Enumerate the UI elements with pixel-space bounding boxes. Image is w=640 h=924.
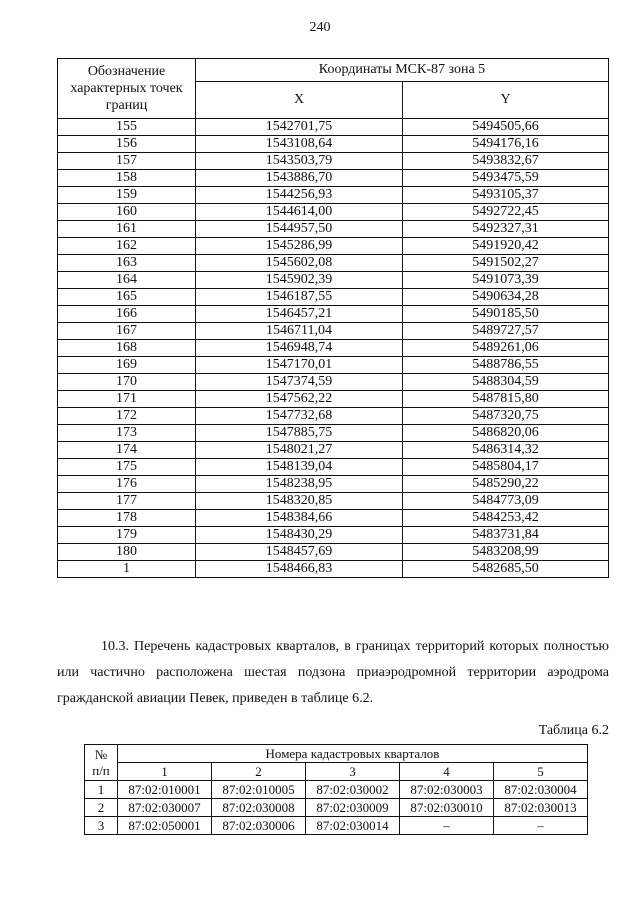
table-row — [58, 357, 609, 374]
point-cell: 178 — [58, 510, 196, 527]
point-cell: 158 — [58, 170, 196, 187]
column-number-row — [85, 763, 588, 781]
table-row — [58, 340, 609, 357]
header-cadastral-numbers: Номера кадастровых кварталов — [118, 745, 588, 763]
x-cell: 1546187,55 — [196, 289, 403, 306]
cadastral-number-cell: 87:02:030007 — [118, 799, 212, 817]
x-cell: 1547885,75 — [196, 425, 403, 442]
x-cell: 1543503,79 — [196, 153, 403, 170]
point-cell: 166 — [58, 306, 196, 323]
point-cell: 179 — [58, 527, 196, 544]
table-caption: Таблица 6.2 — [538, 723, 609, 738]
x-cell: 1545286,99 — [196, 238, 403, 255]
y-cell: 5494176,16 — [403, 136, 609, 153]
x-cell: 1542701,75 — [196, 119, 403, 136]
y-cell: 5488304,59 — [403, 374, 609, 391]
coordinates-table — [57, 58, 609, 578]
y-cell: 5494505,66 — [403, 119, 609, 136]
x-cell: 1546948,74 — [196, 340, 403, 357]
x-cell: 1544256,93 — [196, 187, 403, 204]
point-cell: 156 — [58, 136, 196, 153]
table-row — [58, 493, 609, 510]
cadastral-number-cell: 87:02:050001 — [118, 817, 212, 835]
point-cell: 155 — [58, 119, 196, 136]
y-cell: 5489261,06 — [403, 340, 609, 357]
header-x: X — [196, 82, 403, 119]
table-row — [58, 425, 609, 442]
point-cell: 177 — [58, 493, 196, 510]
table-row — [58, 119, 609, 136]
y-cell: 5493105,37 — [403, 187, 609, 204]
y-cell: 5483208,99 — [403, 544, 609, 561]
y-cell: 5490185,50 — [403, 306, 609, 323]
x-cell: 1548021,27 — [196, 442, 403, 459]
cadastral-number-cell: – — [494, 817, 588, 835]
point-cell: 162 — [58, 238, 196, 255]
y-cell: 5487815,80 — [403, 391, 609, 408]
header-coordinates: Координаты МСК-87 зона 5 — [196, 59, 609, 82]
x-cell: 1548238,95 — [196, 476, 403, 493]
y-cell: 5486314,32 — [403, 442, 609, 459]
table-row — [58, 221, 609, 238]
x-cell: 1544957,50 — [196, 221, 403, 238]
y-cell: 5489727,57 — [403, 323, 609, 340]
cadastral-number-cell: 87:02:030009 — [306, 799, 400, 817]
table-row — [85, 781, 588, 799]
table-row — [58, 323, 609, 340]
y-cell: 5492722,45 — [403, 204, 609, 221]
table-row — [85, 817, 588, 835]
x-cell: 1543108,64 — [196, 136, 403, 153]
cadastral-number-cell: 87:02:030008 — [212, 799, 306, 817]
table-row — [58, 408, 609, 425]
point-cell: 1 — [58, 561, 196, 578]
column-number: 1 — [118, 763, 212, 781]
y-cell: 5493832,67 — [403, 153, 609, 170]
x-cell: 1548384,66 — [196, 510, 403, 527]
y-cell: 5490634,28 — [403, 289, 609, 306]
table-row — [58, 476, 609, 493]
x-cell: 1546457,21 — [196, 306, 403, 323]
point-cell: 170 — [58, 374, 196, 391]
point-cell: 157 — [58, 153, 196, 170]
column-number: 5 — [494, 763, 588, 781]
cadastral-blocks-table — [84, 744, 588, 835]
cadastral-number-cell: 87:02:030003 — [400, 781, 494, 799]
cadastral-number-cell: 87:02:010005 — [212, 781, 306, 799]
cadastral-number-cell: 87:02:030010 — [400, 799, 494, 817]
x-cell: 1546711,04 — [196, 323, 403, 340]
cadastral-number-cell: 87:02:030013 — [494, 799, 588, 817]
y-cell: 5484773,09 — [403, 493, 609, 510]
header-point-designation: Обозначение характерных точек границ — [58, 59, 196, 119]
page-number: 240 — [309, 20, 331, 35]
table-row — [58, 442, 609, 459]
x-cell: 1548466,83 — [196, 561, 403, 578]
y-cell: 5491920,42 — [403, 238, 609, 255]
cadastral-table-body — [85, 781, 588, 835]
point-cell: 173 — [58, 425, 196, 442]
x-cell: 1547374,59 — [196, 374, 403, 391]
point-cell: 171 — [58, 391, 196, 408]
table-row — [58, 170, 609, 187]
point-cell: 159 — [58, 187, 196, 204]
column-number: 3 — [306, 763, 400, 781]
cadastral-number-cell: 87:02:030006 — [212, 817, 306, 835]
point-cell: 160 — [58, 204, 196, 221]
x-cell: 1547562,22 — [196, 391, 403, 408]
column-number: 4 — [400, 763, 494, 781]
x-cell: 1544614,00 — [196, 204, 403, 221]
table-row — [58, 153, 609, 170]
point-cell: 176 — [58, 476, 196, 493]
header-number — [85, 745, 118, 781]
y-cell: 5491502,27 — [403, 255, 609, 272]
y-cell: 5491073,39 — [403, 272, 609, 289]
column-number: 2 — [212, 763, 306, 781]
y-cell: 5484253,42 — [403, 510, 609, 527]
point-cell: 164 — [58, 272, 196, 289]
table-row — [58, 544, 609, 561]
table-row — [58, 204, 609, 221]
table-row — [58, 510, 609, 527]
x-cell: 1548457,69 — [196, 544, 403, 561]
coordinates-table-body — [58, 119, 609, 578]
y-cell: 5482685,50 — [403, 561, 609, 578]
point-cell: 161 — [58, 221, 196, 238]
y-cell: 5492327,31 — [403, 221, 609, 238]
table-row — [58, 238, 609, 255]
table-row — [58, 136, 609, 153]
cadastral-number-cell: 87:02:030002 — [306, 781, 400, 799]
point-cell: 175 — [58, 459, 196, 476]
table-row — [58, 255, 609, 272]
section-paragraph: 10.3. Перечень кадастровых кварталов, в границах территорий которых полностью или частично расположена шестая подзона приаэродромной территории аэродрома гражданской авиации Певек, приведен в таблице 6.2. — [57, 639, 609, 706]
y-cell: 5483731,84 — [403, 527, 609, 544]
cadastral-number-cell: 87:02:010001 — [118, 781, 212, 799]
point-cell: 169 — [58, 357, 196, 374]
cadastral-number-cell: – — [400, 817, 494, 835]
point-cell: 163 — [58, 255, 196, 272]
x-cell: 1545602,08 — [196, 255, 403, 272]
x-cell: 1543886,70 — [196, 170, 403, 187]
row-number-cell: 3 — [85, 817, 118, 835]
header-y: Y — [403, 82, 609, 119]
point-cell: 167 — [58, 323, 196, 340]
cadastral-number-cell: 87:02:030014 — [306, 817, 400, 835]
table-row — [58, 187, 609, 204]
point-cell: 168 — [58, 340, 196, 357]
header-number-pp: п/п — [92, 762, 110, 778]
x-cell: 1547170,01 — [196, 357, 403, 374]
y-cell: 5493475,59 — [403, 170, 609, 187]
table-row — [58, 306, 609, 323]
y-cell: 5485804,17 — [403, 459, 609, 476]
point-cell: 180 — [58, 544, 196, 561]
row-number-cell: 2 — [85, 799, 118, 817]
table-row — [58, 561, 609, 578]
header-number-sign: № — [94, 746, 108, 762]
y-cell: 5485290,22 — [403, 476, 609, 493]
point-cell: 174 — [58, 442, 196, 459]
row-number-cell: 1 — [85, 781, 118, 799]
x-cell: 1545902,39 — [196, 272, 403, 289]
y-cell: 5486820,06 — [403, 425, 609, 442]
table-row — [85, 799, 588, 817]
table-row — [58, 391, 609, 408]
table-row — [58, 527, 609, 544]
cadastral-number-cell: 87:02:030004 — [494, 781, 588, 799]
table-row — [58, 459, 609, 476]
x-cell: 1548320,85 — [196, 493, 403, 510]
y-cell: 5487320,75 — [403, 408, 609, 425]
x-cell: 1547732,68 — [196, 408, 403, 425]
point-cell: 165 — [58, 289, 196, 306]
x-cell: 1548139,04 — [196, 459, 403, 476]
table-row — [58, 272, 609, 289]
table-row — [58, 374, 609, 391]
x-cell: 1548430,29 — [196, 527, 403, 544]
table-row — [58, 289, 609, 306]
point-cell: 172 — [58, 408, 196, 425]
y-cell: 5488786,55 — [403, 357, 609, 374]
